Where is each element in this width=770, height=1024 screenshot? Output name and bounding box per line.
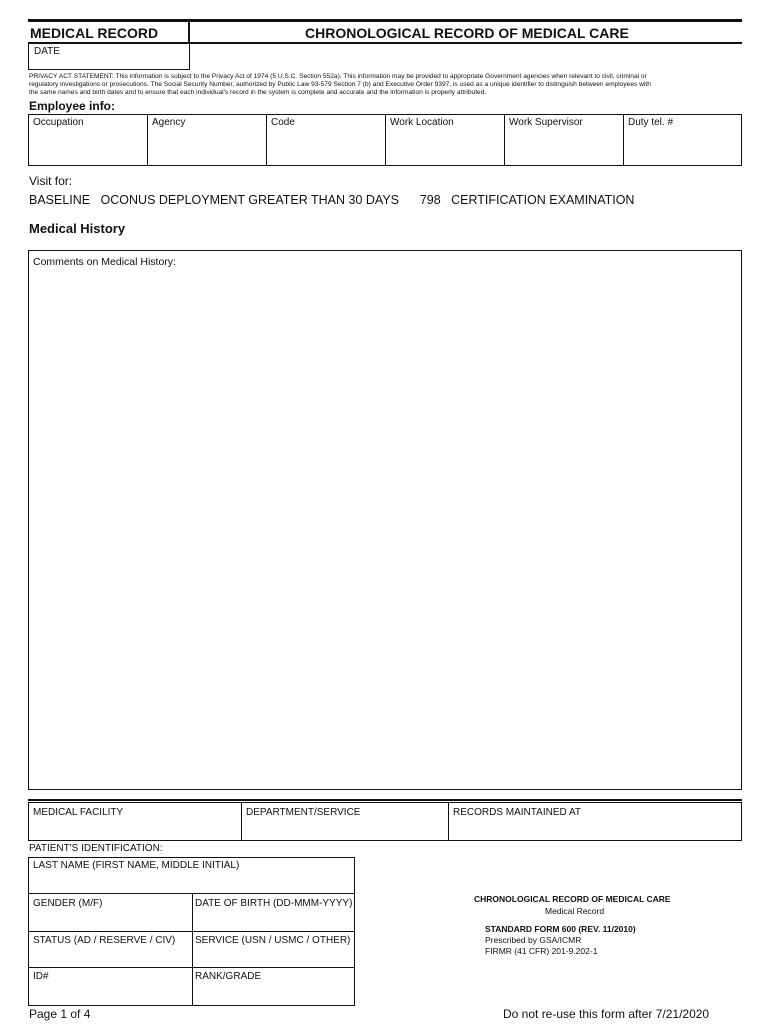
page-number: Page 1 of 4 bbox=[29, 1007, 91, 1021]
work-supervisor-label: Work Supervisor bbox=[509, 117, 583, 128]
privacy-line-2: regulatory investigations or prosecutions. The Social Security Number, authorized by Public Law 93-579 Section 7 (b) and Executive Order 9397, is used as a unique identifier to distinguish between employees with bbox=[29, 80, 651, 88]
agency-field[interactable] bbox=[148, 115, 267, 165]
date-of-birth-field[interactable] bbox=[193, 894, 354, 932]
facility-table bbox=[28, 802, 742, 841]
header-divider bbox=[188, 22, 190, 43]
work-supervisor-field[interactable] bbox=[505, 115, 624, 165]
firmr-reference: FIRMR (41 CFR) 201-9.202-1 bbox=[485, 946, 598, 956]
medical-facility-label: MEDICAL FACILITY bbox=[33, 807, 124, 818]
occupation-label: Occupation bbox=[33, 117, 84, 128]
duty-tel-label: Duty tel. # bbox=[628, 117, 674, 128]
gender-label: GENDER (M/F) bbox=[33, 898, 103, 909]
agency-label: Agency bbox=[152, 117, 186, 128]
service-field[interactable] bbox=[193, 932, 354, 968]
form-info-subtitle: Medical Record bbox=[545, 906, 605, 916]
id-label: ID# bbox=[33, 971, 49, 982]
department-service-field[interactable] bbox=[242, 803, 449, 840]
rank-grade-field[interactable] bbox=[193, 968, 354, 1005]
medical-facility-field[interactable] bbox=[29, 803, 242, 840]
visit-for-label: Visit for: bbox=[29, 174, 73, 188]
date-label: DATE bbox=[34, 46, 60, 57]
patient-identification-table bbox=[28, 857, 355, 1006]
duty-tel-field[interactable] bbox=[624, 115, 741, 165]
chronological-record-title: CHRONOLOGICAL RECORD OF MEDICAL CARE bbox=[305, 25, 629, 41]
medical-history-comments-label: Comments on Medical History: bbox=[33, 256, 176, 268]
facility-top-rule bbox=[28, 799, 742, 801]
medical-history-heading: Medical History bbox=[29, 221, 126, 236]
employee-info-heading: Employee info: bbox=[29, 99, 116, 113]
patient-identification-heading: PATIENT'S IDENTIFICATION: bbox=[29, 843, 163, 854]
employee-info-table bbox=[28, 114, 742, 166]
rank-grade-label: RANK/GRADE bbox=[195, 971, 262, 982]
status-label: STATUS (AD / RESERVE / CIV) bbox=[33, 935, 176, 946]
department-service-label: DEPARTMENT/SERVICE bbox=[246, 807, 361, 818]
last-name-label: LAST NAME (FIRST NAME, MIDDLE INITIAL) bbox=[33, 860, 240, 871]
records-maintained-field[interactable] bbox=[449, 803, 741, 840]
code-field[interactable] bbox=[267, 115, 386, 165]
gender-field[interactable] bbox=[29, 894, 192, 932]
service-label: SERVICE (USN / USMC / OTHER) bbox=[195, 935, 351, 946]
last-name-field[interactable] bbox=[29, 858, 354, 894]
date-of-birth-label: DATE OF BIRTH (DD-MMM-YYYY) bbox=[195, 898, 353, 909]
prescribed-by: Prescribed by GSA/ICMR bbox=[485, 935, 582, 945]
work-location-field[interactable] bbox=[386, 115, 505, 165]
status-field[interactable] bbox=[29, 932, 192, 968]
privacy-line-1: PRIVACY ACT STATEMENT: This information is subject to the Privacy Act of 1974 (5 U.S.C. Section 552a). This information may be provided to appropriate Government agencies when relevant to civil, criminal or bbox=[29, 73, 647, 80]
code-label: Code bbox=[271, 117, 295, 128]
id-field[interactable] bbox=[29, 968, 192, 1005]
reuse-notice: Do not re-use this form after 7/21/2020 bbox=[503, 1007, 710, 1021]
date-field[interactable] bbox=[28, 43, 190, 70]
privacy-statement bbox=[29, 73, 743, 96]
visit-options: BASELINE OCONUS DEPLOYMENT GREATER THAN 30 DAYS 798 CERTIFICATION EXAMINATION bbox=[29, 193, 635, 207]
standard-form-number: STANDARD FORM 600 (REV. 11/2010) bbox=[485, 924, 636, 934]
records-maintained-label: RECORDS MAINTAINED AT bbox=[453, 807, 581, 818]
work-location-label: Work Location bbox=[390, 117, 454, 128]
medical-record-title: MEDICAL RECORD bbox=[30, 25, 159, 41]
privacy-line-3: the same names and birth dates and to ensure that each individual's record in the system is complete and accurate and the information is properly attributed. bbox=[29, 88, 487, 96]
top-rule bbox=[28, 19, 742, 22]
medical-history-comments-box[interactable] bbox=[28, 250, 742, 790]
occupation-field[interactable] bbox=[29, 115, 148, 165]
form-info-title: CHRONOLOGICAL RECORD OF MEDICAL CARE bbox=[474, 894, 671, 904]
